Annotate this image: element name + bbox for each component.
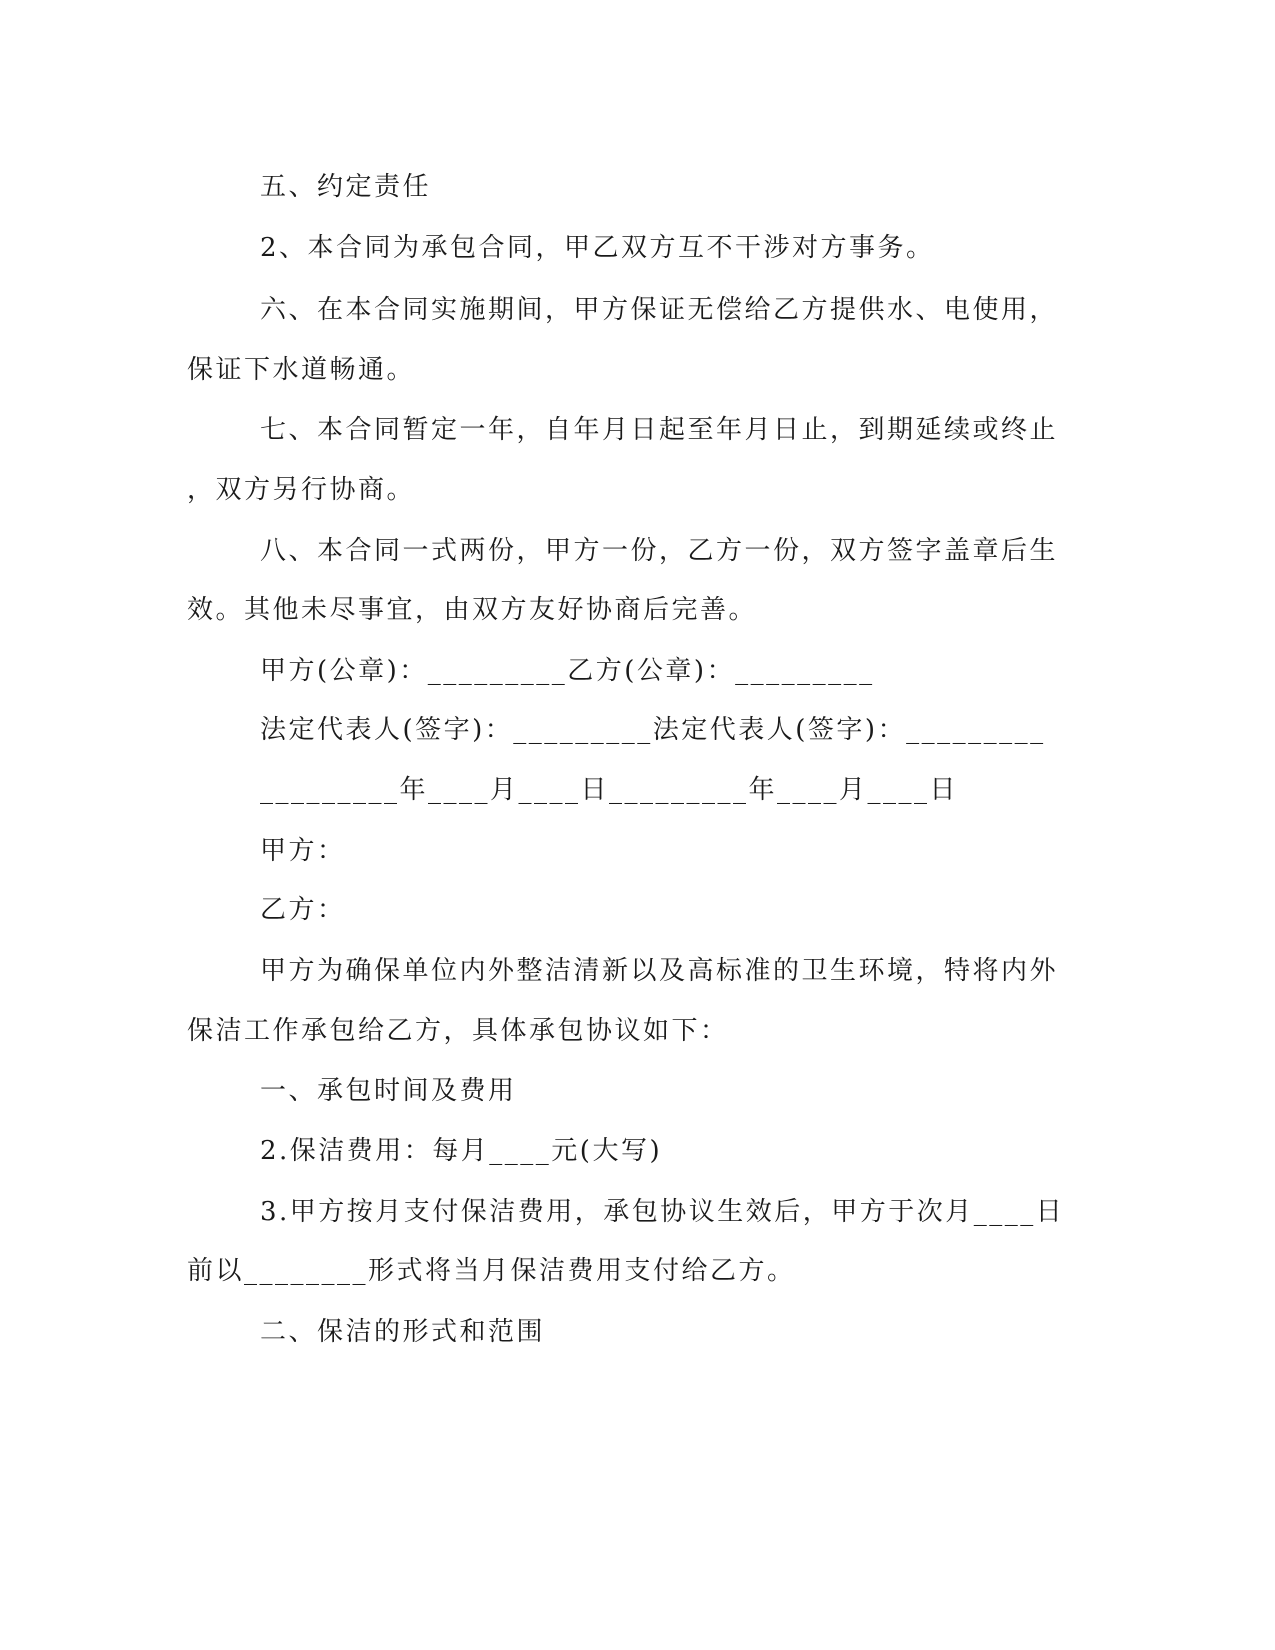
- section-six-line-2: 保证下水道畅通。: [187, 355, 416, 385]
- section-eight-line-2: 效。其他未尽事宜，由双方友好协商后完善。: [187, 595, 758, 625]
- party-a-label: 甲方：: [260, 836, 346, 866]
- section-six-line-1: 六、在本合同实施期间，甲方保证无偿给乙方提供水、电使用，: [260, 295, 1059, 325]
- date-line: _________年____月____日_________年____月____日: [260, 775, 959, 805]
- clause-3-payment-line-1: 3.甲方按月支付保洁费用，承包协议生效后，甲方于次月____日: [260, 1197, 1065, 1227]
- section-seven-line-1: 七、本合同暂定一年，自年月日起至年月日止，到期延续或终止: [260, 415, 1059, 445]
- section-seven-line-2: ，双方另行协商。: [187, 475, 416, 505]
- legal-representative-line: 法定代表人(签字)：_________法定代表人(签字)：_________: [260, 715, 1046, 745]
- seal-line: 甲方(公章)：_________乙方(公章)：_________: [260, 656, 875, 686]
- section-two-heading: 二、保洁的形式和范围: [260, 1317, 546, 1347]
- intro-line-2: 保洁工作承包给乙方，具体承包协议如下：: [187, 1016, 729, 1046]
- clause-2-fee: 2.保洁费用：每月____元(大写): [260, 1136, 663, 1166]
- clause-3-payment-line-2: 前以________形式将当月保洁费用支付给乙方。: [187, 1256, 796, 1286]
- section-eight-line-1: 八、本合同一式两份，甲方一份，乙方一份，双方签字盖章后生: [260, 536, 1059, 566]
- intro-line-1: 甲方为确保单位内外整洁清新以及高标准的卫生环境，特将内外: [260, 956, 1059, 986]
- party-b-label: 乙方：: [260, 895, 346, 925]
- clause-2-independence: 2、本合同为承包合同，甲乙双方互不干涉对方事务。: [260, 233, 935, 263]
- section-five-heading: 五、约定责任: [260, 172, 432, 202]
- section-one-heading: 一、承包时间及费用: [260, 1076, 517, 1106]
